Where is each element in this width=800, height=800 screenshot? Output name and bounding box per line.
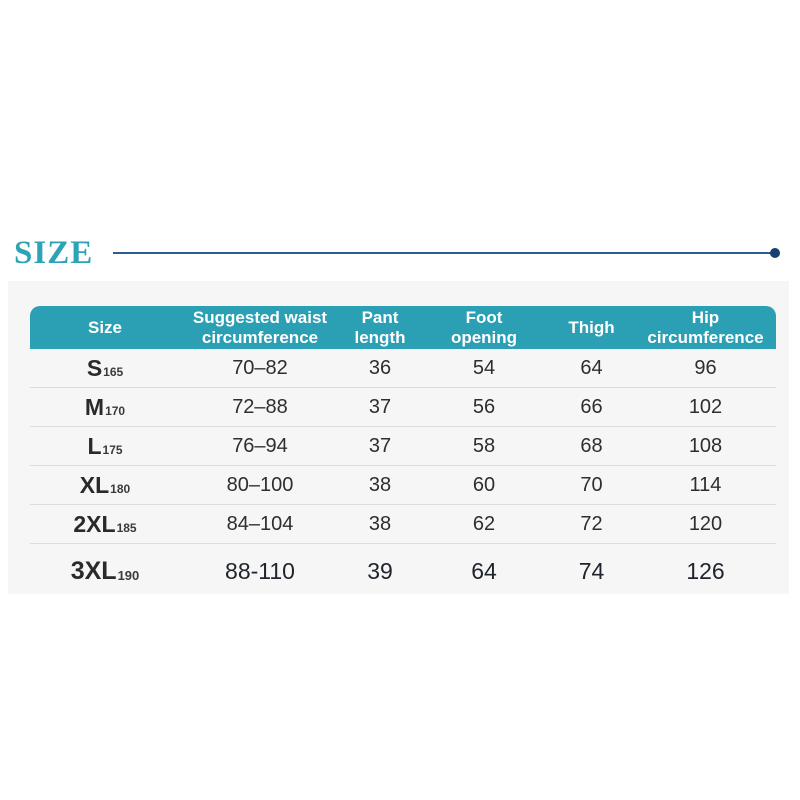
header-cell-foot-opening [420,306,548,349]
cell-size [30,349,180,387]
table-header-row [30,306,776,349]
cell-pant-length: 37 [368,434,392,457]
cell-hip: 120 [688,512,723,535]
size-label: XL [79,471,110,498]
header-cell-thigh [548,306,635,349]
cell-foot-opening: 64 [471,558,497,584]
size-height-subscript: 180 [110,482,131,496]
header-cell-size [30,306,180,349]
cell-waist: 88-110 [225,558,295,584]
cell-waist: 84–104 [226,512,294,535]
size-table-panel [8,281,789,594]
cell-hip: 108 [688,434,723,457]
cell-hip: 126 [686,558,725,584]
title-divider-line [113,252,778,254]
cell-thigh: 72 [580,512,603,535]
size-section-header [14,232,786,274]
cell-thigh: 70 [580,473,603,496]
header-cell-waist [180,306,340,349]
header-cell-hip [635,306,776,349]
cell-size [30,388,180,426]
size-height-subscript: 165 [103,365,124,379]
cell-hip: 96 [694,356,717,379]
line-end-dot [770,248,780,258]
size-label: L [87,432,102,459]
cell-waist: 76–94 [232,434,288,457]
cell-foot-opening: 58 [472,434,496,457]
table-row [30,466,776,505]
cell-waist: 80–100 [226,473,294,496]
header-label: Size [87,317,123,337]
cell-foot-opening: 56 [472,395,496,418]
size-height-subscript: 170 [105,404,126,418]
size-table [30,306,776,599]
cell-pant-length: 39 [367,558,393,584]
size-label: M [84,393,105,420]
cell-thigh: 68 [580,434,603,457]
size-height-subscript: 190 [117,568,140,583]
cell-thigh: 66 [580,395,603,418]
cell-size [30,544,180,599]
header-label: Pant length [354,308,406,347]
cell-size [30,427,180,465]
header-label: Hip circumference [647,308,764,347]
cell-foot-opening: 54 [472,356,496,379]
cell-size [30,505,180,543]
size-label: 2XL [73,510,116,537]
table-row [30,544,776,599]
size-label: S [86,354,103,381]
cell-thigh: 64 [580,356,603,379]
cell-pant-length: 36 [368,356,392,379]
cell-foot-opening: 62 [472,512,496,535]
cell-pant-length: 38 [368,512,392,535]
table-row [30,427,776,466]
header-label: Suggested waist circumference [192,308,328,347]
cell-waist: 72–88 [232,395,288,418]
size-height-subscript: 175 [102,443,123,457]
cell-foot-opening: 60 [472,473,496,496]
cell-hip: 114 [689,473,722,496]
header-label: Foot opening [450,308,518,347]
cell-thigh: 74 [578,558,605,584]
cell-waist: 70–82 [232,356,288,379]
size-label: 3XL [70,557,117,585]
cell-pant-length: 38 [368,473,392,496]
header-cell-pant-length [340,306,420,349]
table-row [30,505,776,544]
cell-size [30,466,180,504]
cell-hip: 102 [688,395,723,418]
page-title: SIZE [14,234,94,271]
table-row [30,388,776,427]
header-label: Thigh [568,317,615,337]
size-height-subscript: 185 [116,521,137,535]
cell-pant-length: 37 [368,395,392,418]
table-row [30,349,776,388]
